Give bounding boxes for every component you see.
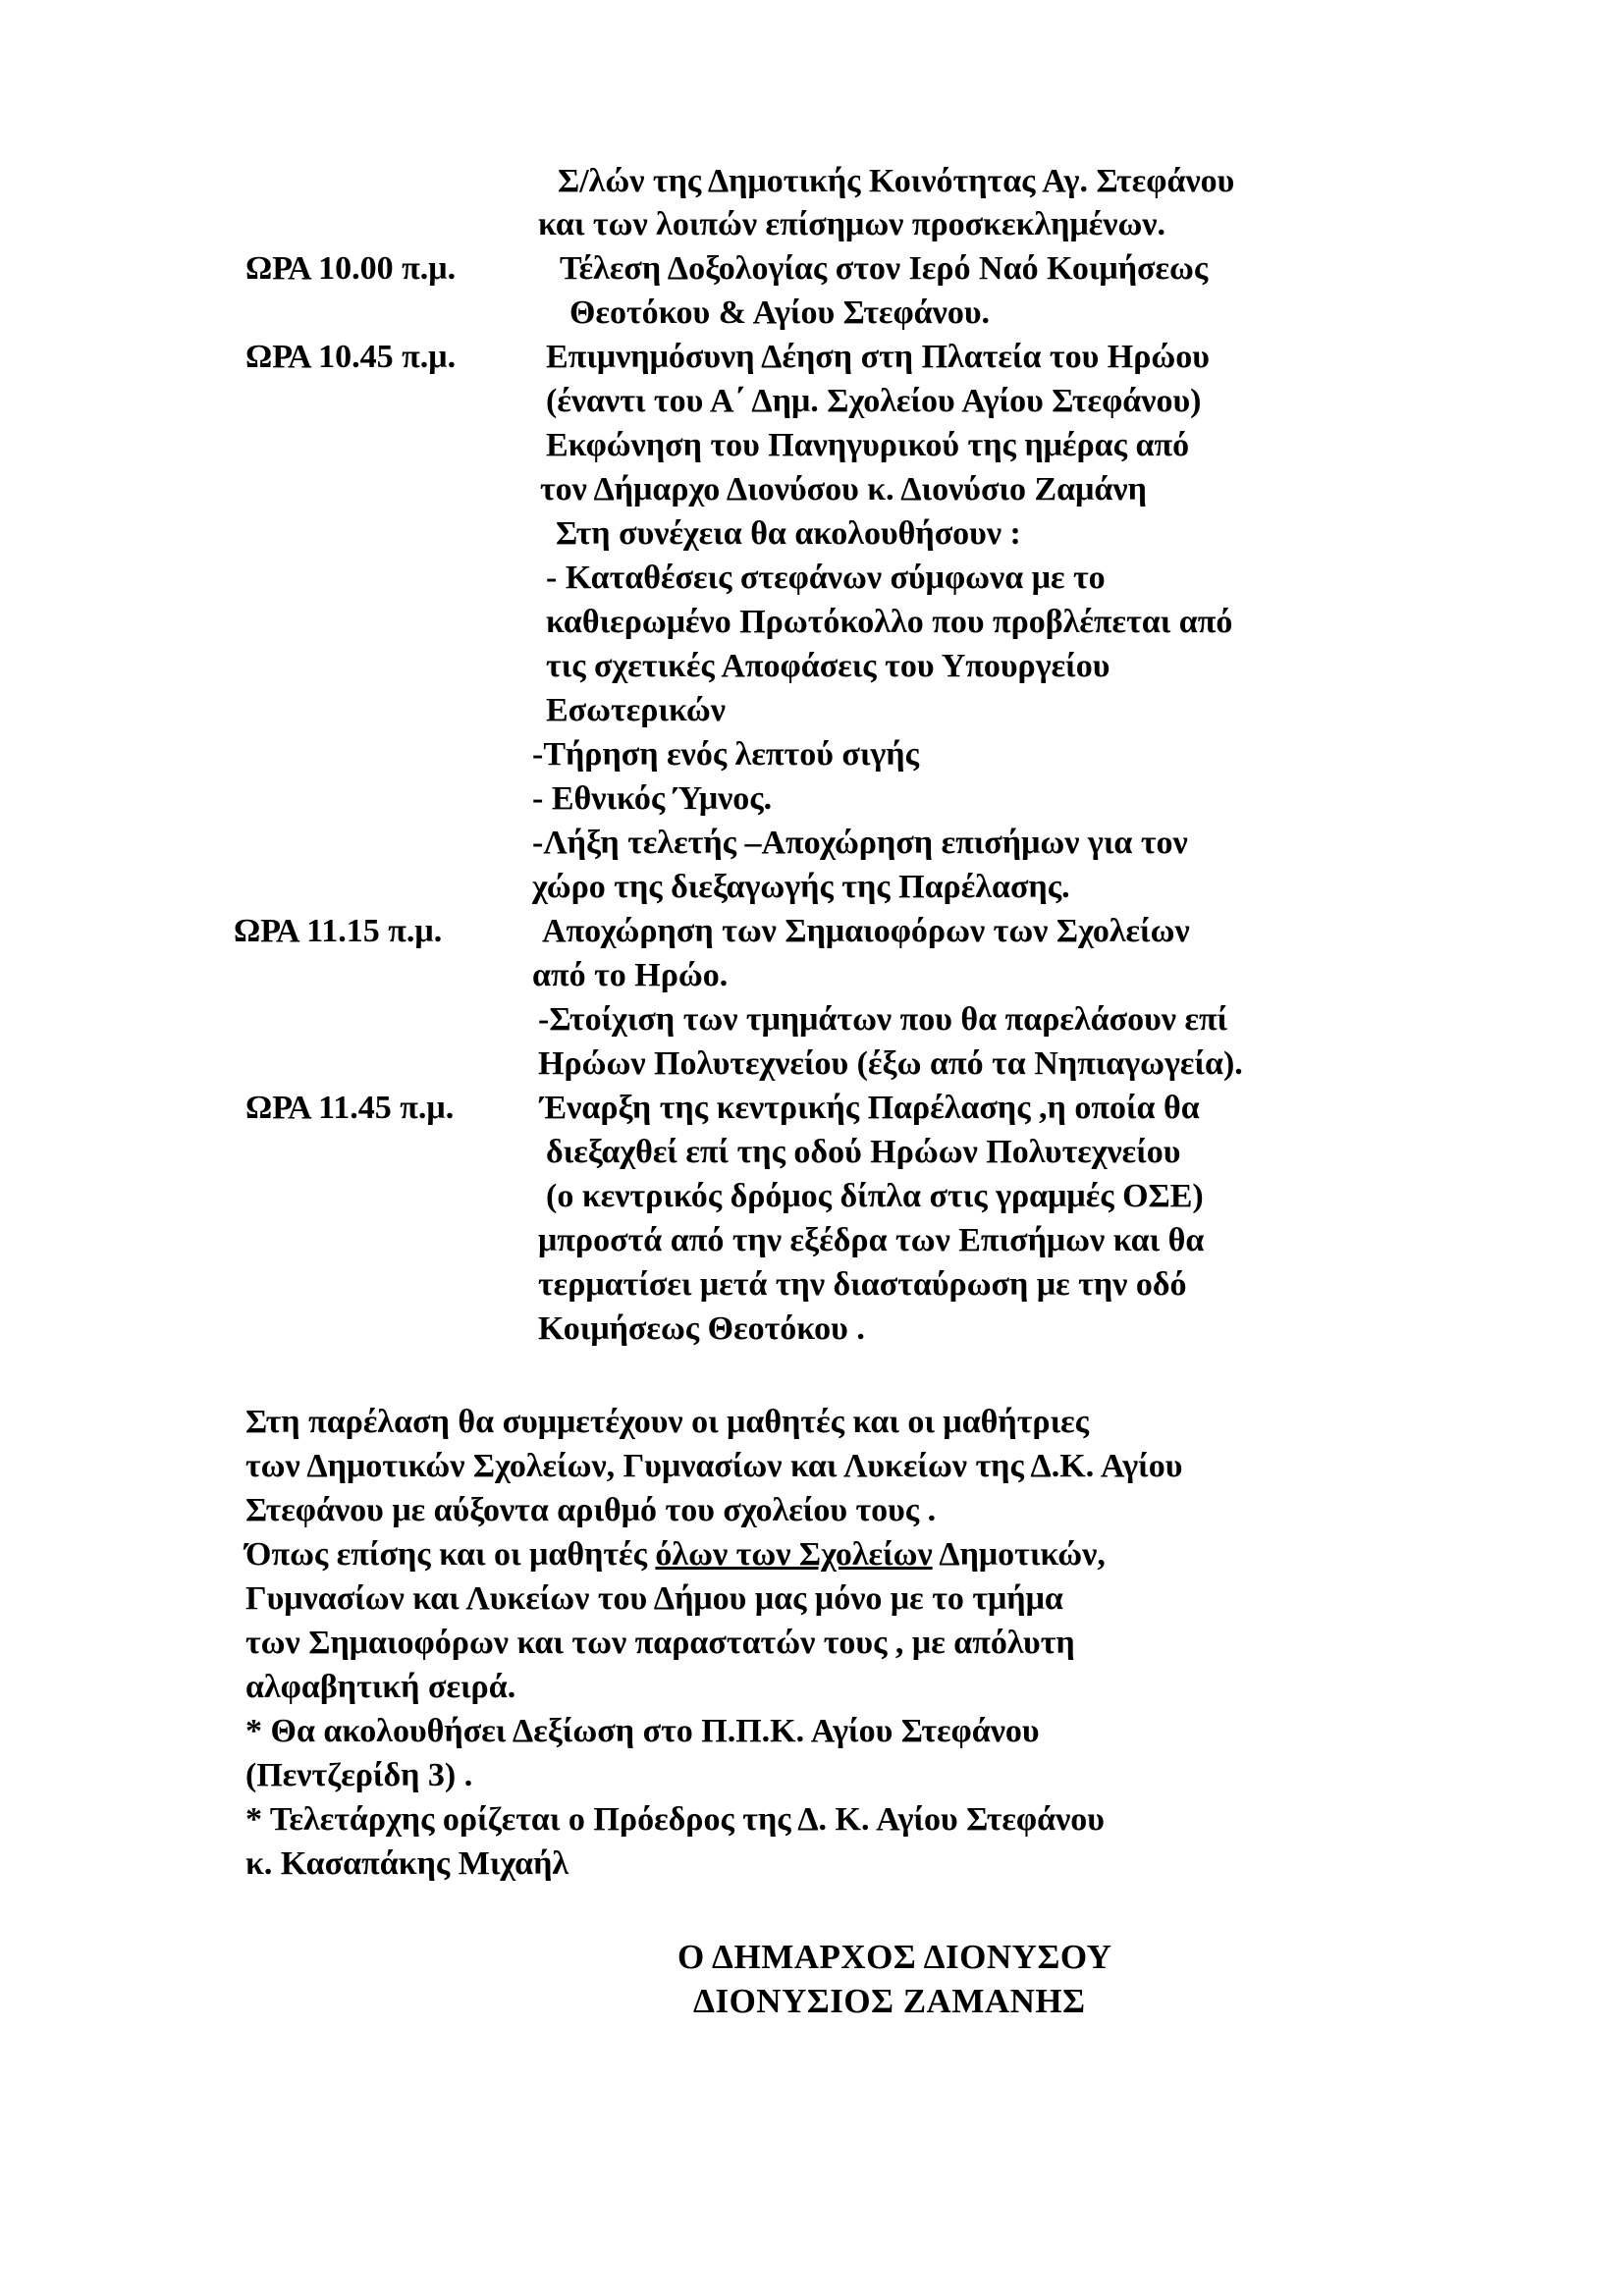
schedule-line: (ο κεντρικός δρόμος δίπλα στις γραμμές ΟΣΕ)	[546, 1178, 1204, 1214]
schedule-line: Επιμνημόσυνη Δέηση στη Πλατεία του Ηρώου	[546, 339, 1210, 375]
notes-line: των Δημοτικών Σχολείων, Γυμνασίων και Λυκείων της Δ.Κ. Αγίου	[245, 1448, 1183, 1484]
notes-line: αλφαβητική σειρά.	[245, 1669, 516, 1705]
notes-text: Όπως επίσης και οι μαθητές	[245, 1536, 656, 1573]
schedule-line: -Τήρηση ενός λεπτού σιγής	[532, 736, 919, 773]
schedule-line: Θεοτόκου & Αγίου Στεφάνου.	[569, 294, 990, 331]
intro-line-2: και των λοιπών επίσημων προσκεκλημένων.	[538, 206, 1165, 242]
notes-line: * Τελετάρχης ορίζεται ο Πρόεδρος της Δ. Κ. Αγίου Στεφάνου	[245, 1801, 1105, 1838]
schedule-line: καθιερωμένο Πρωτόκολλο που προβλέπεται από	[546, 604, 1233, 640]
schedule-line: Τέλεση Δοξολογίας στον Ιερό Ναό Κοιμήσεως	[560, 250, 1209, 287]
schedule-line: τερματίσει μετά την διασταύρωση με την οδό	[538, 1266, 1187, 1303]
notes-line	[245, 1533, 1106, 1576]
schedule-line: Εσωτερικών	[546, 692, 726, 728]
schedule-line: διεξαχθεί επί της οδού Ηρώων Πολυτεχνείου	[546, 1134, 1181, 1170]
notes-line: Στη παρέλαση θα συμμετέχουν οι μαθητές και οι μαθήτριες	[245, 1404, 1090, 1440]
underlined-text: όλων των Σχολείων	[655, 1536, 933, 1573]
schedule-line: -Λήξη τελετής –Αποχώρηση επισήμων για τον	[532, 825, 1188, 861]
time-label: ΩΡΑ 11.45 π.μ.	[245, 1090, 455, 1126]
time-label: ΩΡΑ 11.15 π.μ.	[234, 913, 443, 949]
notes-line: κ. Κασαπάκης Μιχαήλ	[245, 1845, 569, 1882]
notes-line: Γυμνασίων και Λυκείων του Δήμου μας μόνο με το τμήμα	[245, 1580, 1063, 1617]
schedule-line: (έναντι του Α΄ Δημ. Σχολείου Αγίου Στεφάνου)	[546, 383, 1202, 419]
schedule-line: - Εθνικός Ύμνος.	[532, 780, 773, 817]
schedule-line: από το Ηρώο.	[532, 957, 729, 993]
schedule-line: τις σχετικές Αποφάσεις του Υπουργείου	[546, 648, 1110, 684]
notes-line: των Σημαιοφόρων και των παραστατών τους , με απόλυτη	[245, 1625, 1075, 1661]
schedule-line: Αποχώρηση των Σημαιοφόρων των Σχολείων	[542, 913, 1190, 949]
schedule-line: - Καταθέσεις στεφάνων σύμφωνα με το	[546, 560, 1106, 596]
notes-line: (Πεντζερίδη 3) .	[245, 1757, 473, 1793]
notes-line: * Θα ακολουθήσει Δεξίωση στο Π.Π.Κ. Αγίου Στεφάνου	[245, 1713, 1040, 1749]
notes-line: Στεφάνου με αύξοντα αριθμό του σχολείου τους .	[245, 1492, 937, 1528]
signature-name: ΔΙΟΝΥΣΙΟΣ ΖΑΜΑΝΗΣ	[693, 1982, 1086, 2020]
schedule-line: μπροστά από την εξέδρα των Επισήμων και θα	[538, 1222, 1205, 1258]
schedule-line: Στη συνέχεια θα ακολουθήσουν :	[556, 515, 1021, 552]
schedule-line: τον Δήμαρχο Διονύσου κ. Διονύσιο Ζαμάνη	[540, 471, 1147, 507]
schedule-line: χώρο της διεξαγωγής της Παρέλασης.	[532, 869, 1070, 905]
intro-line-1: Σ/λών της Δημοτικής Κοινότητας Αγ. Στεφάνου	[558, 163, 1235, 199]
schedule-line: -Στοίχιση των τμημάτων που θα παρελάσουν επί	[538, 1001, 1228, 1038]
notes-text: Δημοτικών,	[932, 1536, 1106, 1573]
signature-title: Ο ΔΗΜΑΡΧΟΣ ΔΙΟΝΥΣΟΥ	[677, 1938, 1112, 1976]
time-label: ΩΡΑ 10.00 π.μ.	[245, 250, 457, 287]
schedule-line: Εκφώνηση του Πανηγυρικού της ημέρας από	[546, 427, 1190, 463]
schedule-line: Ηρώων Πολυτεχνείου (έξω από τα Νηπιαγωγεία).	[538, 1045, 1243, 1082]
time-label: ΩΡΑ 10.45 π.μ.	[245, 339, 457, 375]
schedule-line: Κοιμήσεως Θεοτόκου .	[538, 1310, 865, 1347]
schedule-line: Έναρξη της κεντρικής Παρέλασης ,η οποία θα	[540, 1090, 1200, 1126]
